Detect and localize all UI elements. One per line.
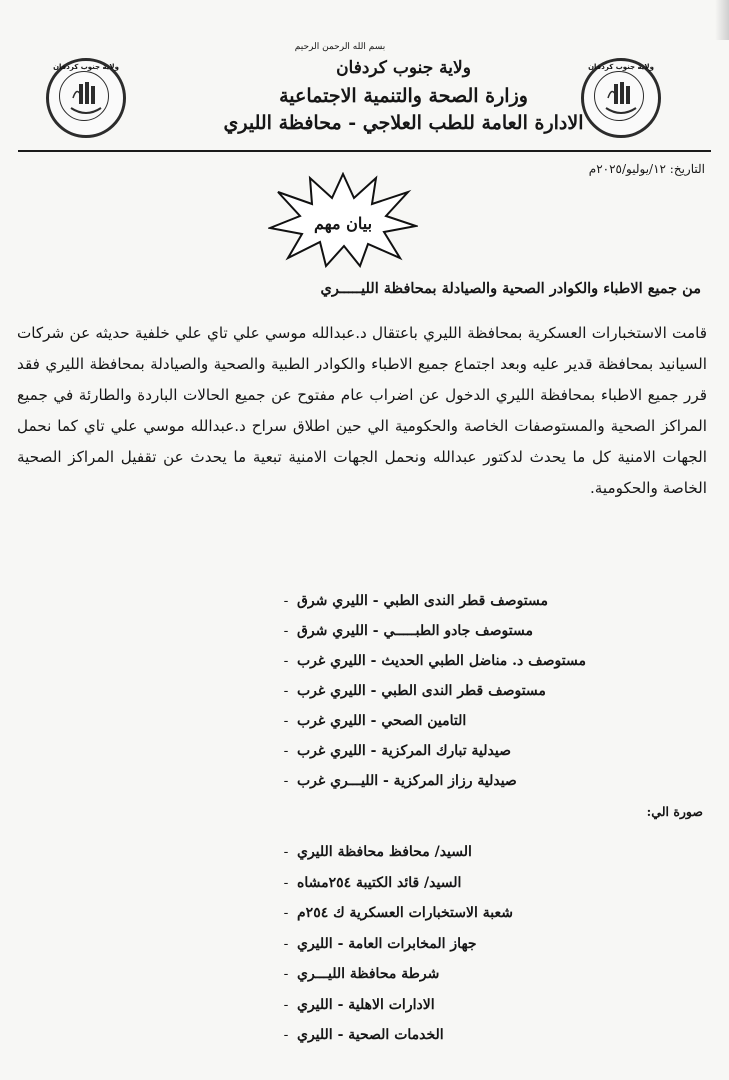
header-ministry: وزارة الصحة والتنمية الاجتماعية bbox=[279, 85, 528, 107]
left-seal-text: ولاية جنوب كردفان bbox=[53, 63, 119, 71]
basmala: بسم الله الرحمن الرحيم bbox=[294, 42, 386, 52]
letter-date: التاريخ: ١٢/يوليو/٢٠٢٥م bbox=[588, 162, 705, 176]
list-item: - مستوصف قطر الندى الطبي - الليري شرق bbox=[283, 593, 549, 609]
list-item: - السيد/ محافظ محافظة الليري bbox=[283, 844, 472, 861]
header-divider bbox=[18, 150, 711, 152]
list-item: - صيدلية رزاز المركزية - الليـــري غرب bbox=[283, 773, 517, 789]
list-item: - مستوصف جادو الطبـــــي - الليري شرق bbox=[283, 623, 533, 639]
list-item: - شرطة محافظة الليـــري bbox=[283, 966, 440, 983]
header-state: ولاية جنوب كردفان bbox=[336, 58, 471, 78]
page-edge-shadow bbox=[715, 0, 729, 40]
badge-title: بيان مهم bbox=[313, 214, 373, 233]
list-item: - جهاز المخابرات العامة - الليري bbox=[283, 935, 477, 952]
list-item: - الخدمات الصحية - الليري bbox=[283, 1027, 444, 1044]
list-item: - مستوصف د. مناضل الطبي الحديث - الليري غرب bbox=[283, 653, 586, 669]
statement-body: قامت الاستخبارات العسكرية بمحافظة الليري باعتقال د.عبدالله موسي علي تاي علي خلفية حديثه عن شركات السيانيد بمحافظة قدير عليه وبعد اجتماع جميع الاطباء والكوادر الطبية والصحية والصيادلة بمحافظة الليري فقد قرر جميع الاطباء بمحافظة الليري الدخول عن اضراب عام مفتوح عن جميع الحالات الباردة والطارئة في جميع المراكز الصحية والمستوصفات الخاصة والحكومية الي حين اطلاق سراح د.عبدالله موسي علي تاي كما نحمل الجهات الامنية كل ما يحدث لدكتور عبدالله ونحمل الجهات الامنية تبعية ما يحدث عن تقفيل المراكز الصحية الخاصة والحكومية. bbox=[17, 324, 707, 497]
list-item: - السيد/ قائد الكتيبة ٢٥٤مشاه bbox=[283, 874, 462, 891]
list-item: - شعبة الاستخبارات العسكرية ك ٢٥٤م bbox=[283, 905, 513, 922]
addressee-line: من جميع الاطباء والكوادر الصحية والصيادلة بمحافظة الليـــــري bbox=[320, 280, 701, 297]
copies-list bbox=[275, 837, 675, 1051]
facilities-list bbox=[275, 586, 675, 796]
right-seal-text: ولاية جنوب كردفان bbox=[588, 63, 654, 71]
copy-to-label: صورة الي: bbox=[646, 804, 703, 819]
header-directorate: الادارة العامة للطب العلاجي - محافظة الليري bbox=[223, 112, 584, 134]
list-item: - التامين الصحي - الليري غرب bbox=[283, 713, 467, 729]
list-item: - مستوصف قطر الندى الطبي - الليري غرب bbox=[283, 683, 546, 699]
list-item: - صيدلية تبارك المركزية - الليري غرب bbox=[283, 743, 512, 759]
list-item: - الادارات الاهلية - الليري bbox=[283, 996, 435, 1013]
